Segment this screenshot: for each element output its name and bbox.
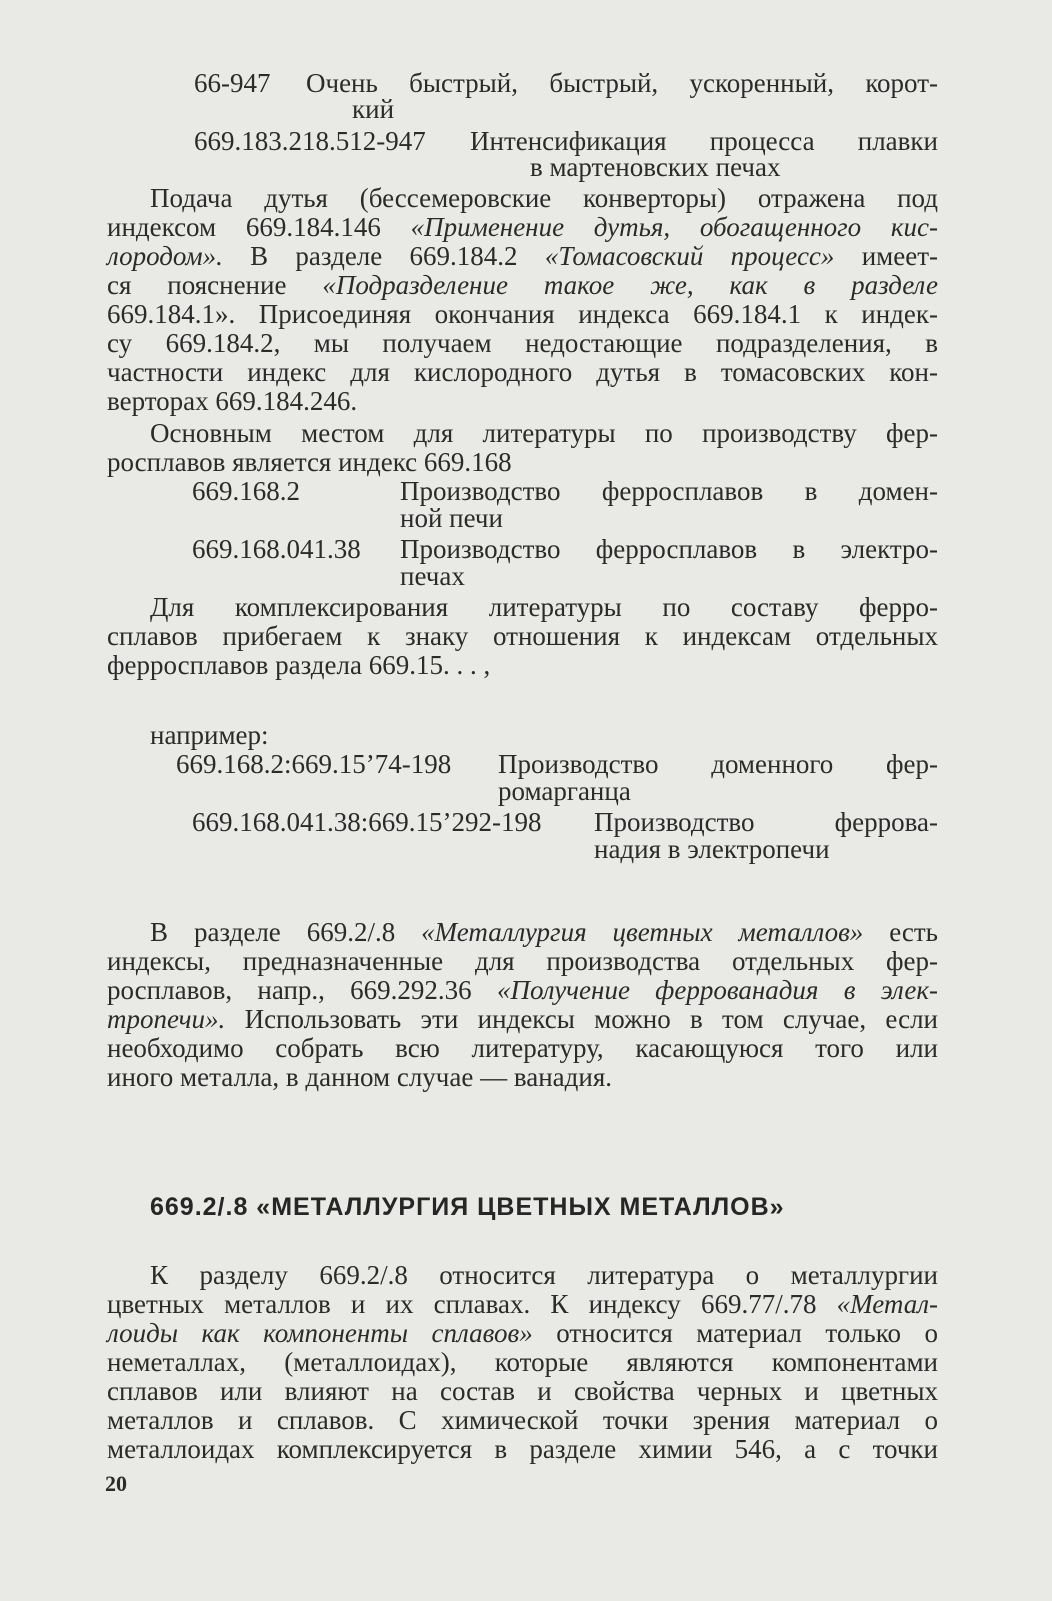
text-span: относится материал только о xyxy=(532,1318,939,1348)
paragraph-line: необходимо собрать всю литературу, касающуюся того или xyxy=(107,1033,938,1063)
text-span: есть xyxy=(863,917,938,947)
entry-description-continuation: ромарганца xyxy=(498,776,631,806)
entry-description: Очень быстрый, быстрый, ускоренный, корот- xyxy=(306,68,938,98)
italic-title: «Металлургия цветных металлов» xyxy=(421,917,864,947)
paragraph-line xyxy=(107,270,938,300)
italic-title: «Томасовский процесс» xyxy=(544,241,835,271)
paragraph-line: иного металла, в данном случае — ванадия. xyxy=(107,1062,613,1092)
paragraph-line: частности индекс для кислородного дутья в томасовских кон- xyxy=(107,357,938,387)
text-span: ся пояснение xyxy=(107,270,323,300)
entry-code: 669.183.218.512-947 xyxy=(194,126,426,156)
entry-description: Производство доменного фер- xyxy=(498,749,938,779)
paragraph-line xyxy=(107,1004,938,1034)
paragraph-line xyxy=(107,1289,938,1319)
text-span: В разделе 669.2/.8 xyxy=(150,917,422,947)
paragraph-line: Основным местом для литературы по производству фер- xyxy=(150,418,938,448)
paragraph-line: ферросплавов раздела 669.15. . . , xyxy=(107,650,491,680)
entry-description-continuation: в мартеновских печах xyxy=(530,152,781,182)
paragraph-line: К разделу 669.2/.8 относится литература о металлургии xyxy=(150,1260,938,1290)
paragraph-line: сплавов прибегаем к знаку отношения к индексам отдельных xyxy=(107,621,938,651)
section-heading: 669.2/.8 «МЕТАЛЛУРГИЯ ЦВЕТНЫХ МЕТАЛЛОВ» xyxy=(150,1193,785,1221)
page-number: 20 xyxy=(105,1471,127,1496)
paragraph-line: Подача дутья (бессемеровские конверторы) отражена под xyxy=(150,183,938,213)
italic-title: лоиды как компоненты сплавов» xyxy=(107,1318,533,1348)
paragraph-line xyxy=(150,917,938,947)
italic-title: «Метал- xyxy=(836,1289,938,1319)
entry-code: 669.168.041.38:669.15’292-198 xyxy=(192,807,542,837)
italic-title: тропечи». xyxy=(107,1004,226,1034)
italic-title: лородом». xyxy=(107,241,223,271)
entry-code: 66-947 xyxy=(194,68,271,98)
text-span: В разделе 669.184.2 xyxy=(222,241,545,271)
entry-description: Производство ферросплавов в домен- xyxy=(400,476,938,506)
paragraph-line: 669.184.1». Присоединяя окончания индекса 669.184.1 к индек- xyxy=(107,299,938,329)
paragraph-line: металлоидах комплексируется в разделе химии 546, а с точки xyxy=(107,1434,938,1464)
text-span: росплавов, напр., 669.292.36 xyxy=(107,975,497,1005)
entry-description-continuation: надия в электропечи xyxy=(594,834,830,864)
italic-title: «Получение феррованадия в элек- xyxy=(496,975,939,1005)
paragraph-line xyxy=(107,241,938,271)
paragraph-line: Для комплексирования литературы по составу ферро- xyxy=(150,592,938,622)
paragraph-line: индексы, предназначенные для производства отдельных фер- xyxy=(107,946,938,976)
entry-description-continuation: ной печи xyxy=(400,503,503,533)
text-span: имеет- xyxy=(834,241,938,271)
entry-description: Производство ферросплавов в электро- xyxy=(400,534,938,564)
entry-description: Производство феррова- xyxy=(594,807,938,837)
entry-description: Интенсификация процесса плавки xyxy=(470,126,938,156)
entry-code: 669.168.2:669.15’74-198 xyxy=(176,749,452,779)
paragraph-line: неметаллах, (металлоидах), которые являются компонентами xyxy=(107,1347,938,1377)
text-span: Использовать эти индексы можно в том случае, если xyxy=(225,1004,938,1034)
text-span: индексом 669.184.146 xyxy=(107,212,411,242)
example-label: например: xyxy=(150,720,269,750)
paragraph-line xyxy=(107,212,938,242)
paragraph-line xyxy=(107,1318,938,1348)
italic-title: «Применение дутья, обогащенного кис- xyxy=(410,212,938,242)
italic-title: «Подразделение такое же, как в разделе xyxy=(322,270,938,300)
paragraph-line xyxy=(107,975,938,1005)
paragraph-line: росплавов является индекс 669.168 xyxy=(107,447,512,477)
text-span: цветных металлов и их сплавах. К индексу 669.77/.78 xyxy=(107,1289,837,1319)
paragraph-line: верторах 669.184.246. xyxy=(107,386,358,416)
entry-code: 669.168.2 xyxy=(192,476,300,506)
paragraph-line: металлов и сплавов. С химической точки зрения материал о xyxy=(107,1405,938,1435)
paragraph-line: сплавов или влияют на состав и свойства черных и цветных xyxy=(107,1376,938,1406)
entry-description-continuation: печах xyxy=(400,561,465,591)
entry-description-continuation: кий xyxy=(352,94,395,124)
paragraph-line: су 669.184.2, мы получаем недостающие подразделения, в xyxy=(107,328,938,358)
entry-code: 669.168.041.38 xyxy=(192,534,361,564)
